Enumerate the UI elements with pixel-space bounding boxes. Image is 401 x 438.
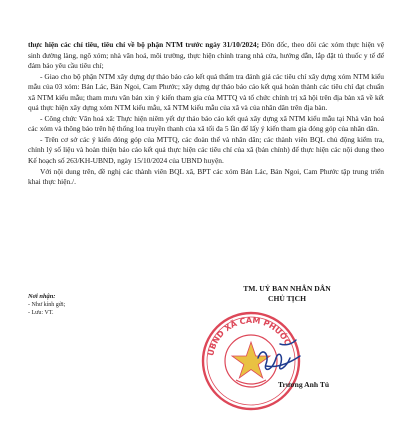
signature-role: CHỦ TỊCH (267, 294, 307, 303)
recipient-item: - Như kính gửi; (28, 302, 66, 308)
seal-text: UBND XÃ CAM PHƯỚC (206, 315, 293, 357)
document-body (28, 40, 384, 188)
paragraph-2: - Giao cho bộ phận NTM xây dựng dự thảo báo cáo kết quả thẩm tra đánh giá các tiêu chí xây dựng xóm NTM kiểu mẫu của 03 xóm: Bản Lác, Bản Ngoi, Cam Phước; xây dựng dự thảo báo cáo kết quả hoàn thành các tiêu chí đạt chuẩn xã NTM kiểu mẫu; tham mưu văn bản xin ý kiến tham gia của MTTQ và tổ chức chính trị xã hội trên địa bàn xã về kết quả thực hiện xây dựng xóm NTM kiểu mẫu, xã NTM kiểu mẫu của xã và của nhân dân trên địa bàn. (28, 71, 384, 113)
seal-star-emblem (232, 342, 270, 378)
recipients-title: Nơi nhận: (28, 293, 56, 300)
signature-org: TM. UỶ BAN NHÂN DÂN (243, 284, 331, 293)
paragraph-4: - Trên cơ sở các ý kiến đóng góp của MTTQ, các đoàn thể và nhân dân; các thành viên BQL chủ động kiểm tra, chỉnh lý số liệu và hoàn thiện báo cáo kết quả thực hiện các tiêu chí của xã (bản chính) để thực hiện các nội dung theo Kế hoạch số 263/KH-UBND, ngày 15/10/2024 của UBND huyện. (28, 134, 384, 166)
handwritten-signature (258, 340, 300, 369)
paragraph-1 (28, 40, 384, 72)
signature-block (212, 284, 362, 304)
official-seal (196, 306, 306, 416)
recipients-block (28, 293, 168, 317)
recipient-item: - Lưu: VT. (28, 310, 54, 316)
paragraph-1-lead: thực hiện các chỉ tiêu, tiêu chí về bộ phận NTM trước ngày 31/10/2024; (28, 40, 260, 49)
paragraph-3: - Công chức Văn hoá xã: Thực hiện niêm yết dự thảo báo cáo kết quả xây dựng xã NTM kiểu mẫu tại Nhà văn hoá các xóm và thông báo trên hệ thống loa truyền thanh của xã tối đa 5 lần để lấy ý kiến tham gia đóng góp của nhân dân. (28, 113, 384, 134)
paragraph-5: Với nội dung trên, đề nghị các thành viên BQL xã, BPT các xóm Bản Lác, Bản Ngoi, Cam Phước tập trung triển khai thực hiện./. (28, 166, 384, 187)
seal-graphic (196, 306, 306, 416)
seal-stamp (203, 313, 299, 409)
paragraph-1-text: Đôn đốc, theo dõi các xóm thực hiện vệ sinh đường làng, ngõ xóm; nhà văn hoá, môi trường, thực hiện chỉnh trang nhà cửa, hướng dẫn, lắp đặt tủ thuốc y tế để đảm bảo yêu cầu tiêu chí; (28, 40, 384, 71)
signer-name: Trương Anh Tú (278, 380, 330, 389)
